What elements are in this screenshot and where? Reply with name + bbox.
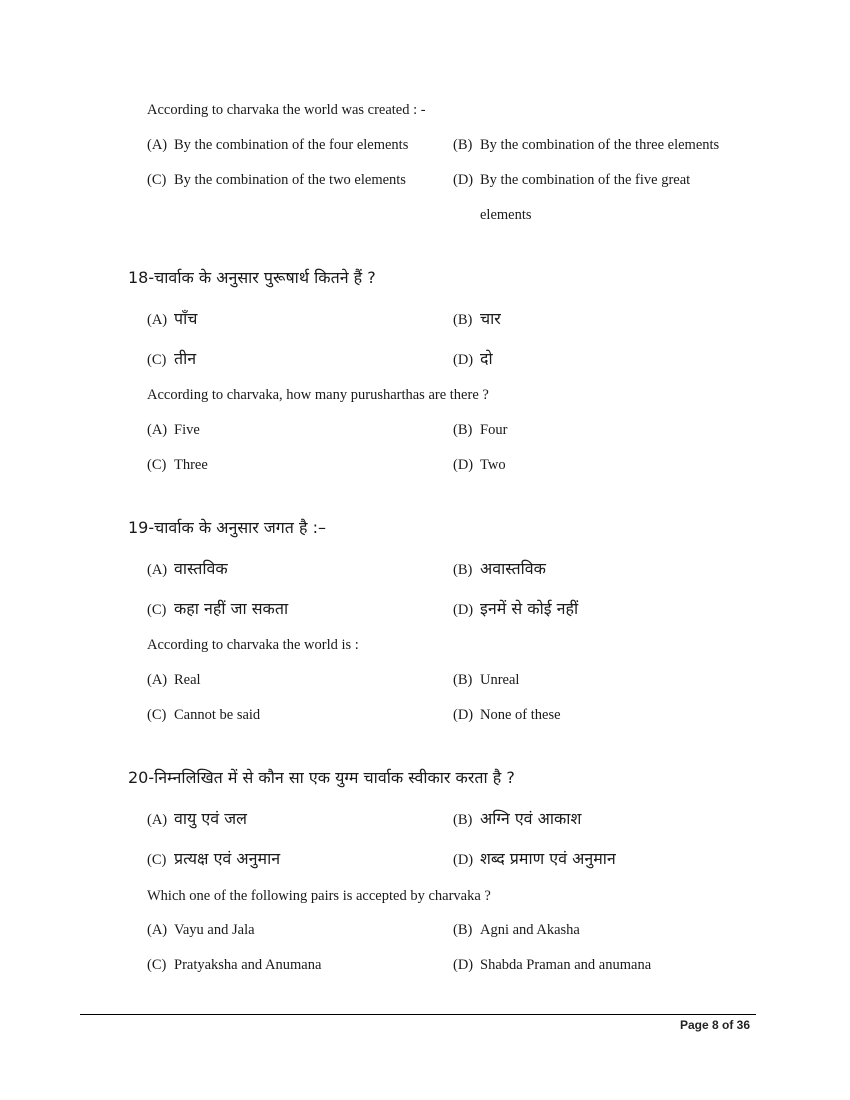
q19-question-hi: 19-चार्वाक के अनुसार जगत है :– (128, 518, 326, 537)
option-text: शब्द प्रमाण एवं अनुमान (480, 849, 616, 868)
q17-option-d (453, 172, 690, 189)
q18-option-hi-c (147, 347, 196, 369)
q20-option-hi-b (453, 807, 581, 829)
option-text: Shabda Praman and anumana (480, 957, 652, 973)
option-key: (C) (147, 957, 167, 973)
option-text: By the combination of the two elements (174, 172, 406, 188)
q17-option-c (147, 172, 406, 189)
option-text: अवास्तविक (480, 559, 546, 578)
option-text: कहा नहीं जा सकता (174, 599, 289, 618)
q18-option-en-a (147, 422, 200, 439)
option-text: अग्नि एवं आकाश (480, 809, 582, 828)
q20-option-hi-a (147, 807, 247, 829)
option-text: Pratyaksha and Anumana (174, 957, 322, 973)
q17-question-en: According to charvaka the world was created : - (147, 102, 426, 118)
option-key: (C) (147, 852, 167, 868)
q19-option-en-b (453, 672, 519, 689)
option-key: (B) (453, 812, 473, 828)
q18-option-hi-d (453, 347, 493, 369)
option-key: (B) (453, 422, 473, 438)
option-text: वास्तविक (174, 559, 228, 578)
option-key: (D) (453, 602, 474, 618)
option-key: (A) (147, 672, 168, 688)
q19-question-en: According to charvaka the world is : (147, 637, 359, 653)
q20-option-en-a (147, 922, 255, 939)
q20-option-en-b (453, 922, 580, 939)
option-key: (D) (453, 352, 474, 368)
option-key: (B) (453, 312, 473, 328)
option-text: By the combination of the four elements (174, 137, 409, 153)
option-text: Real (174, 672, 201, 688)
q18-question-hi: 18-चार्वाक के अनुसार पुरूषार्थ कितने हैं ? (128, 268, 376, 287)
option-text: Vayu and Jala (174, 922, 255, 938)
option-key: (A) (147, 922, 168, 938)
q17-option-b (453, 137, 719, 154)
option-key: (D) (453, 957, 474, 973)
q18-option-en-c (147, 457, 208, 474)
option-key: (B) (453, 562, 473, 578)
q19-option-en-c (147, 707, 260, 724)
q20-option-hi-c (147, 847, 280, 869)
q18-option-hi-a (147, 307, 197, 329)
q18-option-hi-b (453, 307, 501, 329)
footer-divider (80, 1014, 756, 1015)
q19-option-hi-c (147, 597, 288, 619)
q19-option-en-a (147, 672, 201, 689)
option-key: (A) (147, 562, 168, 578)
q19-option-hi-a (147, 557, 228, 579)
option-text: Four (480, 422, 508, 438)
option-key: (C) (147, 352, 167, 368)
q18-option-en-d (453, 457, 506, 474)
option-text: Five (174, 422, 200, 438)
option-key: (A) (147, 422, 168, 438)
option-key: (B) (453, 137, 473, 153)
option-key: (D) (453, 172, 474, 188)
option-key: (A) (147, 812, 168, 828)
q19-option-en-d (453, 707, 561, 724)
option-text: Cannot be said (174, 707, 261, 723)
option-text: Two (480, 457, 506, 473)
option-key: (C) (147, 457, 167, 473)
option-text: दो (480, 349, 493, 368)
q20-option-hi-d (453, 847, 616, 869)
q20-question-en: Which one of the following pairs is accepted by charvaka ? (147, 888, 491, 904)
q19-option-hi-d (453, 597, 578, 619)
option-text: By the combination of the three elements (480, 137, 720, 153)
q20-option-en-d (453, 957, 651, 974)
q19-option-hi-b (453, 557, 546, 579)
option-key: (C) (147, 707, 167, 723)
q20-question-hi: 20-निम्नलिखित में से कौन सा एक युग्म चार्वाक स्वीकार करता है ? (128, 768, 515, 787)
option-key: (B) (453, 922, 473, 938)
option-text: Three (174, 457, 208, 473)
option-key: (C) (147, 602, 167, 618)
option-key: (A) (147, 137, 168, 153)
q17-option-a (147, 137, 408, 154)
option-key: (A) (147, 312, 168, 328)
q20-option-en-c (147, 957, 321, 974)
option-text: वायु एवं जल (174, 809, 247, 828)
option-text: Unreal (480, 672, 520, 688)
q18-question-en: According to charvaka, how many purusharthas are there ? (147, 387, 489, 403)
option-key: (D) (453, 707, 474, 723)
option-text: By the combination of the five great (480, 172, 691, 188)
q18-option-en-b (453, 422, 507, 439)
option-key: (B) (453, 672, 473, 688)
option-key: (D) (453, 852, 474, 868)
option-text: None of these (480, 707, 561, 723)
option-key: (D) (453, 457, 474, 473)
option-text: चार (480, 309, 501, 328)
option-text: Agni and Akasha (480, 922, 580, 938)
option-text: प्रत्यक्ष एवं अनुमान (174, 849, 281, 868)
option-key: (C) (147, 172, 167, 188)
page-number: Page 8 of 36 (679, 1018, 750, 1032)
option-text: इनमें से कोई नहीं (480, 599, 579, 618)
option-text: पाँच (174, 309, 198, 328)
q17-option-d-continuation: elements (480, 207, 532, 223)
option-text: तीन (174, 349, 197, 368)
